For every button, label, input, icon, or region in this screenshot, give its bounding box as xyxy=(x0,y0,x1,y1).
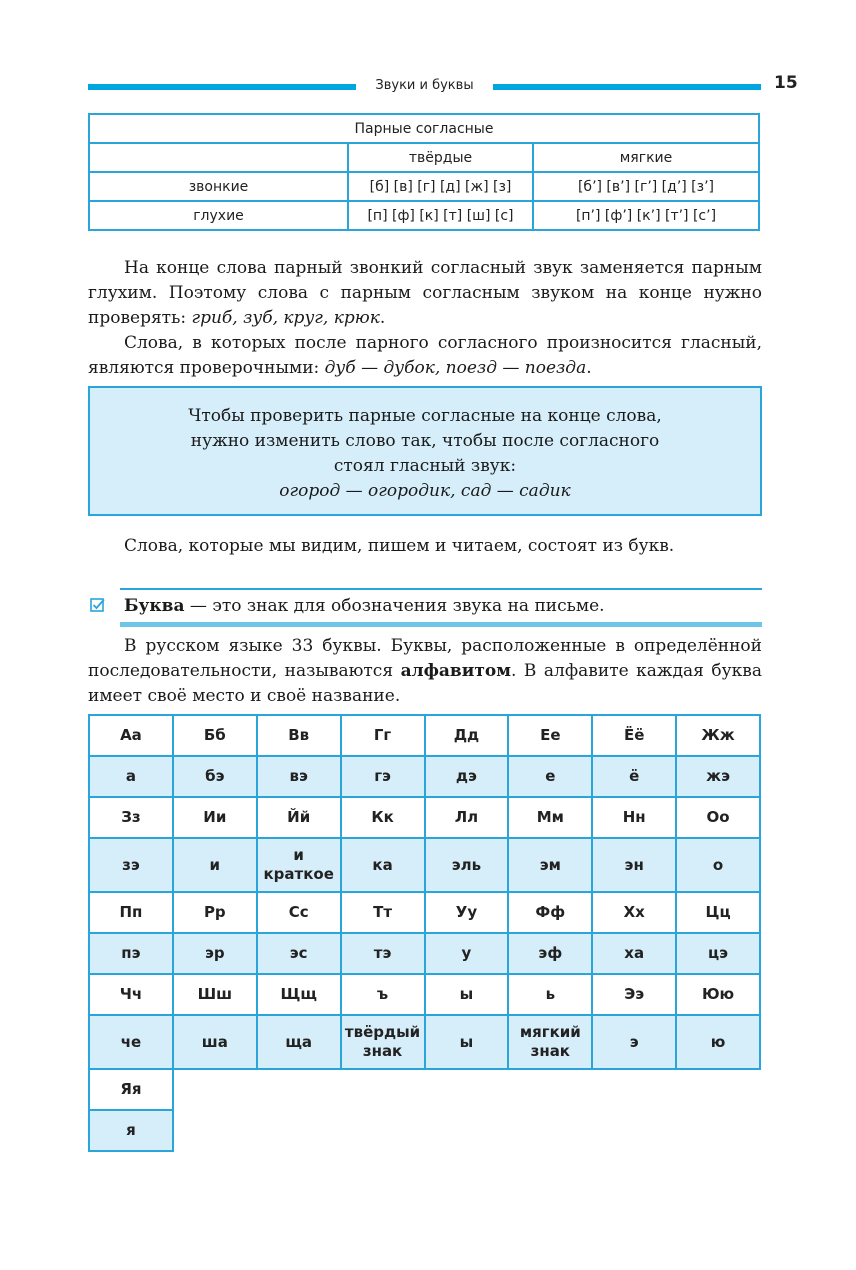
letter-name-cell: ю xyxy=(676,1015,760,1069)
letter-cell: Яя xyxy=(89,1069,173,1110)
rule-line: стоял гласный звук: xyxy=(333,456,517,476)
letter-cell: Лл xyxy=(425,797,509,838)
definition-block xyxy=(88,588,762,632)
letters-row xyxy=(89,1069,760,1110)
letter-cell: Вв xyxy=(257,715,341,756)
letter-cell: Дд xyxy=(425,715,509,756)
letter-name-cell: мягкий знак xyxy=(508,1015,592,1069)
letter-cell: Кк xyxy=(341,797,425,838)
names-row xyxy=(89,1015,760,1069)
paragraph-words-letters: Слова, которые мы видим, пишем и читаем, состоят из букв. xyxy=(124,536,675,556)
letter-name-cell: эф xyxy=(508,933,592,974)
letter-name-cell: дэ xyxy=(425,756,509,797)
letter-cell: Зз xyxy=(89,797,173,838)
letter-cell: Мм xyxy=(508,797,592,838)
letter-cell: Оо xyxy=(676,797,760,838)
hard-sounds: [п] [ф] [к] [т] [ш] [с] xyxy=(348,201,533,230)
examples: гриб, зуб, круг, крюк xyxy=(191,308,380,328)
letter-cell: Бб xyxy=(173,715,257,756)
letter-cell: Чч xyxy=(89,974,173,1015)
term-alphabet: алфавитом xyxy=(400,661,511,681)
header-rule-right xyxy=(493,84,761,90)
row-label: звонкие xyxy=(89,172,348,201)
paragraph-final-consonants: На конце слова парный звонкий согласный звук заменяется парным глухим. Поэтому слова с парным согласным звуком на конце нужно проверять: гриб, зуб, круг, крюк. xyxy=(88,258,762,328)
letter-cell: Ее xyxy=(508,715,592,756)
letter-name-cell: эль xyxy=(425,838,509,892)
paired-consonants-table xyxy=(88,113,760,231)
letter-cell: Гг xyxy=(341,715,425,756)
letter-cell: Шш xyxy=(173,974,257,1015)
letter-name-cell: эм xyxy=(508,838,592,892)
names-row xyxy=(89,756,760,797)
names-row xyxy=(89,838,760,892)
letter-name-cell: ё xyxy=(592,756,676,797)
definition-term: Буква xyxy=(124,596,185,616)
letter-name-cell: гэ xyxy=(341,756,425,797)
table-header-empty xyxy=(89,143,348,172)
row-label: глухие xyxy=(89,201,348,230)
letter-name-cell: е xyxy=(508,756,592,797)
definition-rule-top xyxy=(120,588,762,590)
letter-name-cell: ы xyxy=(425,1015,509,1069)
alphabet-table xyxy=(88,714,761,1152)
letter-cell: Щщ xyxy=(257,974,341,1015)
letter-name-cell: у xyxy=(425,933,509,974)
letter-cell: Нн xyxy=(592,797,676,838)
letters-row xyxy=(89,715,760,756)
section-title: Звуки и буквы xyxy=(375,78,474,93)
empty-space xyxy=(173,1069,760,1110)
soft-sounds: [п’] [ф’] [к’] [т’] [с’] xyxy=(533,201,759,230)
letter-cell: Цц xyxy=(676,892,760,933)
table-row xyxy=(89,172,759,201)
letter-name-cell: я xyxy=(89,1110,173,1151)
letter-cell: Фф xyxy=(508,892,592,933)
letter-cell: Рр xyxy=(173,892,257,933)
letter-name-cell: пэ xyxy=(89,933,173,974)
letter-cell: Сс xyxy=(257,892,341,933)
letter-name-cell: эс xyxy=(257,933,341,974)
letter-name-cell: а xyxy=(89,756,173,797)
definition-text: Буква — это знак для обозначения звука на письме. xyxy=(124,596,605,616)
letter-name-cell: зэ xyxy=(89,838,173,892)
letter-name-cell: ка xyxy=(341,838,425,892)
names-row xyxy=(89,1110,760,1151)
letter-name-cell: эр xyxy=(173,933,257,974)
letter-name-cell: о xyxy=(676,838,760,892)
letter-cell: Аа xyxy=(89,715,173,756)
letter-name-cell: жэ xyxy=(676,756,760,797)
letter-cell: Тт xyxy=(341,892,425,933)
rule-line: Чтобы проверить парные согласные на конце слова, xyxy=(188,406,662,426)
rule-examples: огород — огородик, сад — садик xyxy=(279,481,571,501)
letter-name-cell: ща xyxy=(257,1015,341,1069)
table-header-soft: мягкие xyxy=(533,143,759,172)
letter-name-cell: вэ xyxy=(257,756,341,797)
letter-name-cell: эн xyxy=(592,838,676,892)
letter-name-cell: твёрдый знак xyxy=(341,1015,425,1069)
header-rule-left xyxy=(88,84,356,90)
letter-cell: Пп xyxy=(89,892,173,933)
checkbox-checked-icon xyxy=(90,597,106,613)
hard-sounds: [б] [в] [г] [д] [ж] [з] xyxy=(348,172,533,201)
letter-cell: Юю xyxy=(676,974,760,1015)
letter-name-cell: бэ xyxy=(173,756,257,797)
letter-cell: ь xyxy=(508,974,592,1015)
paragraph-check-words: Слова, в которых после парного согласного произносится гласный, являются проверочными: дуб — дубок, поезд — поезда. xyxy=(88,333,762,378)
table-header-hard: твёрдые xyxy=(348,143,533,172)
letter-name-cell: и краткое xyxy=(257,838,341,892)
letter-cell: Ии xyxy=(173,797,257,838)
letters-row xyxy=(89,797,760,838)
letter-name-cell: тэ xyxy=(341,933,425,974)
letter-name-cell: ша xyxy=(173,1015,257,1069)
rule-line: нужно изменить слово так, чтобы после согласного xyxy=(190,431,660,451)
letters-row xyxy=(89,974,760,1015)
empty-space xyxy=(173,1110,760,1151)
letter-name-cell: и xyxy=(173,838,257,892)
page-number: 15 xyxy=(774,73,798,93)
page-header xyxy=(88,72,800,102)
letter-cell: Ээ xyxy=(592,974,676,1015)
letter-name-cell: э xyxy=(592,1015,676,1069)
letter-name-cell: че xyxy=(89,1015,173,1069)
rule-box xyxy=(88,386,762,516)
letter-name-cell: ха xyxy=(592,933,676,974)
examples: дуб — дубок, поезд — поезда xyxy=(324,358,587,378)
paragraph-alphabet: В русском языке 33 буквы. Буквы, расположенные в определённой последовательности, называются алфавитом. В алфавите каждая буква имеет своё место и своё название. xyxy=(88,636,762,706)
letter-cell: Ёё xyxy=(592,715,676,756)
letter-cell: ы xyxy=(425,974,509,1015)
table-title: Парные согласные xyxy=(89,114,759,143)
letter-cell: Уу xyxy=(425,892,509,933)
table-row xyxy=(89,201,759,230)
letter-cell: ъ xyxy=(341,974,425,1015)
letter-cell: Жж xyxy=(676,715,760,756)
soft-sounds: [б’] [в’] [г’] [д’] [з’] xyxy=(533,172,759,201)
names-row xyxy=(89,933,760,974)
definition-rule-bottom xyxy=(120,622,762,627)
letters-row xyxy=(89,892,760,933)
letter-cell: Хх xyxy=(592,892,676,933)
letter-name-cell: цэ xyxy=(676,933,760,974)
letter-cell: Йй xyxy=(257,797,341,838)
